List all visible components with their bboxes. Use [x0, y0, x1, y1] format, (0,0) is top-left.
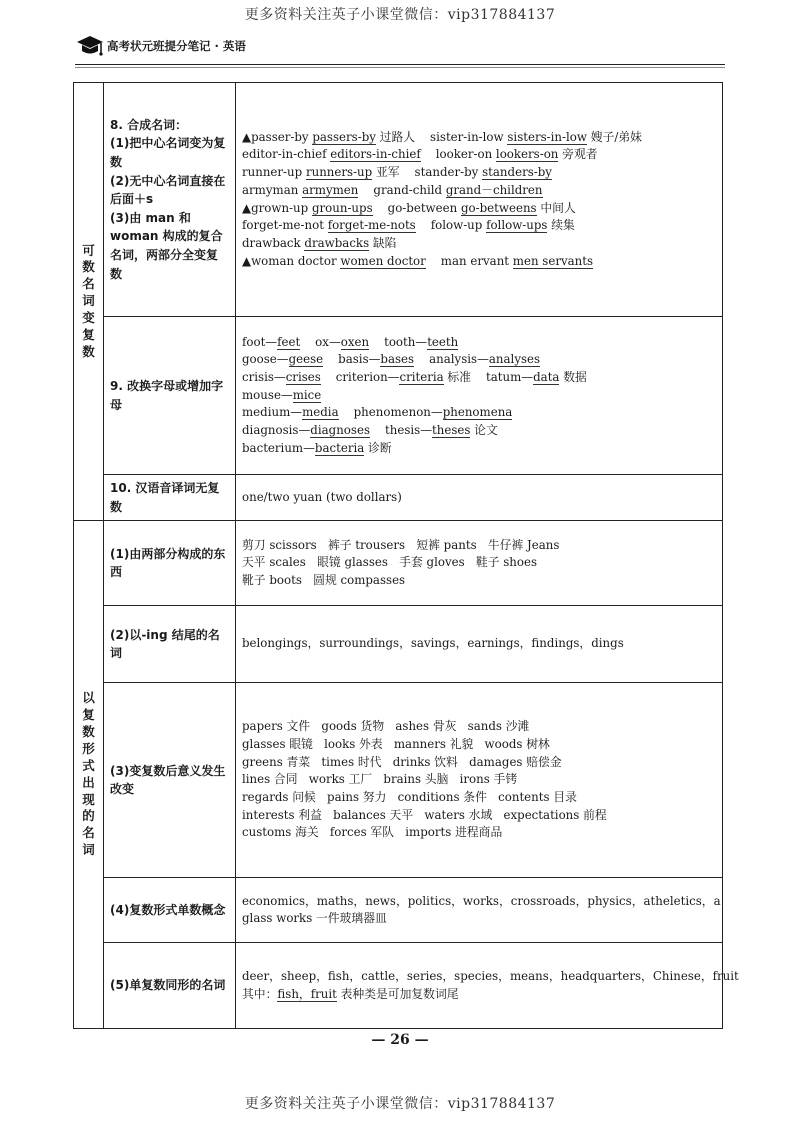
example-text: bacterium—	[242, 440, 315, 455]
example-line	[242, 182, 716, 200]
text-line: 现	[82, 791, 95, 807]
form-1-label: (1)由两部分构成的东西	[104, 521, 236, 606]
form-2-label: (2)以-ing 结尾的名词	[104, 606, 236, 683]
table-row-form-2	[74, 606, 723, 683]
underlined-plural: theses	[432, 423, 471, 438]
rule-8-label	[104, 83, 236, 317]
text-line: 出	[82, 774, 95, 790]
example-text: goose—	[242, 352, 289, 367]
header-rule	[75, 64, 725, 65]
underlined-plural: women doctor	[340, 253, 426, 268]
example-text: 标准 tatum—	[443, 369, 534, 384]
text-line: 复	[82, 707, 95, 723]
example-line	[242, 893, 721, 911]
example-text: 过路人 sister-in-low	[375, 129, 508, 144]
example-text: ▲passer-by	[242, 129, 313, 144]
form-5-examples	[236, 943, 739, 1029]
table-row-form-4	[74, 878, 723, 943]
example-line	[242, 910, 716, 928]
example-line	[242, 986, 716, 1004]
underlined-plural: feet	[277, 334, 301, 349]
example-line	[242, 754, 716, 772]
underlined-plural: analyses	[488, 352, 541, 367]
example-text: man ervant	[425, 253, 513, 268]
example-line	[242, 554, 716, 572]
example-line	[242, 572, 716, 590]
table-row-rule-10	[74, 475, 723, 521]
form-1-examples	[236, 521, 723, 606]
underlined-plural: runners-up	[305, 165, 373, 180]
example-text: lines 合同 works 工厂 brains 头脑 irons 手铐	[242, 772, 518, 787]
underlined-plural: oxen	[340, 334, 370, 349]
plural-rules-table	[73, 82, 739, 1029]
example-line	[242, 200, 716, 218]
table-row-form-1	[74, 521, 723, 606]
example-text: looker-on	[420, 147, 496, 162]
form-4-examples	[236, 878, 723, 943]
underlined-plural: armymen	[302, 182, 359, 197]
example-text: runner-up	[242, 165, 306, 180]
underlined-plural: drawbacks	[304, 235, 370, 250]
example-line	[242, 736, 716, 754]
example-text: ▲grown-up	[242, 200, 312, 215]
example-text: papers 文件 goods 货物 ashes 骨灰 sands 沙滩	[242, 719, 530, 734]
example-text: ▲woman doctor	[242, 253, 341, 268]
text-line: 的	[82, 808, 95, 824]
page-number: — 26 —	[371, 1032, 429, 1048]
underlined-plural: follow-ups	[486, 218, 548, 233]
text-line: 可	[82, 242, 95, 258]
example-text: belongings，surroundings，savings，earnings，findings，dings	[242, 636, 624, 651]
example-text: go-between	[372, 200, 461, 215]
example-text: deer，sheep，fish，cattle，series，species，means，headquarters，Chinese，fruit	[242, 969, 739, 983]
watermark-bottom: 更多资料关注英子小课堂微信：vip317884137	[244, 1096, 556, 1112]
text-line: 词	[82, 293, 95, 309]
example-text: criterion—	[320, 369, 400, 384]
example-text: armyman	[242, 182, 303, 197]
example-text: economics，maths，news，politics，works，crossroads，physics，atheletics，a	[242, 893, 721, 908]
form-2-examples	[236, 606, 723, 683]
example-text: greens 青菜 times 时代 drinks 饮料 damages 赔偿金	[242, 754, 562, 769]
example-text: 亚军 stander-by	[372, 165, 483, 180]
underlined-plural: media	[302, 405, 339, 420]
example-line	[242, 404, 716, 422]
rule-8-lines	[110, 116, 229, 283]
underlined-plural: data	[533, 369, 560, 384]
rule-10-examples	[236, 475, 723, 521]
example-text: editor-in-chief	[242, 147, 331, 162]
example-line	[242, 537, 716, 555]
table-row-form-3	[74, 683, 723, 878]
underlined-plural: geese	[288, 352, 324, 367]
example-text: 剪刀 scissors 裤子 trousers 短裤 pants 牛仔裤 Jeans	[242, 537, 560, 552]
example-text: 嫂子/弟妹	[587, 129, 642, 144]
example-text: 其中：	[242, 986, 278, 1001]
example-text: tooth—	[369, 334, 428, 349]
example-text: diagnosis—	[242, 423, 311, 438]
form-3-label: (3)变复数后意义发生改变	[104, 683, 236, 878]
underlined-plural: go-betweens	[460, 200, 537, 215]
underlined-plural: fish，fruit	[277, 986, 337, 1001]
underlined-plural: phenomena	[442, 405, 513, 420]
table-row-rule-8	[74, 83, 723, 317]
example-text: 续集	[547, 218, 575, 233]
underlined-plural: bases	[380, 352, 415, 367]
text-line: (1)把中心名词变为复数	[110, 136, 226, 170]
example-text: customs 海关 forces 军队 imports 进程商品	[242, 825, 503, 840]
example-text: grand-child	[358, 182, 446, 197]
example-line	[242, 789, 716, 807]
example-text: 数据	[559, 369, 587, 384]
example-line	[242, 718, 716, 736]
watermark-top: 更多资料关注英子小课堂微信：vip317884137	[244, 7, 556, 23]
example-text: forget-me-not	[242, 218, 328, 233]
text-line: 数	[82, 343, 95, 359]
underlined-plural: mice	[292, 387, 322, 402]
table-row-form-5	[74, 943, 723, 1029]
example-line	[242, 369, 716, 387]
form-3-examples	[236, 683, 723, 878]
underlined-plural: grand－children	[445, 182, 543, 197]
example-text: 中间人	[536, 200, 576, 215]
text-line: (3)由 man 和 woman 构成的复合名词，两部分全变复数	[110, 210, 223, 281]
category-label	[80, 243, 97, 361]
example-line	[242, 968, 739, 986]
example-text: one/two yuan (two dollars)	[242, 489, 402, 504]
underlined-plural: crises	[285, 369, 321, 384]
example-line	[242, 217, 716, 235]
example-line	[242, 489, 716, 507]
example-text: mouse—	[242, 387, 293, 402]
text-line: 以	[82, 690, 95, 706]
header-title: 高考状元班提分笔记 · 英语	[107, 39, 246, 53]
category-label	[80, 690, 97, 859]
example-line	[242, 253, 716, 271]
table-row-rule-9	[74, 317, 723, 475]
example-text: drawback	[242, 235, 305, 250]
header-rule-thin	[75, 67, 725, 68]
example-line	[242, 146, 716, 164]
example-line	[242, 422, 716, 440]
example-text: basis—	[323, 352, 381, 367]
text-line: (2)无中心名词直接在后面＋s	[110, 173, 226, 207]
underlined-plural: sisters-in-low	[507, 129, 587, 144]
example-line	[242, 824, 716, 842]
category-plural-change	[74, 83, 104, 521]
example-text: folow-up	[415, 218, 487, 233]
example-text: medium—	[242, 405, 303, 420]
example-line	[242, 387, 716, 405]
example-text: 天平 scales 眼镜 glasses 手套 gloves 鞋子 shoes	[242, 555, 538, 570]
example-text: ox—	[300, 334, 341, 349]
example-text: glass works 一件玻璃器皿	[242, 911, 387, 926]
text-line: 数	[82, 259, 95, 275]
example-text: 表种类是可加复数词尾	[336, 986, 459, 1001]
rule-9-examples	[236, 317, 723, 475]
example-line	[242, 635, 716, 653]
underlined-plural: passers-by	[312, 129, 376, 144]
underlined-plural: teeth	[427, 334, 459, 349]
example-line	[242, 807, 716, 825]
text-line: 形	[82, 740, 95, 756]
text-line: 复	[82, 326, 95, 342]
rule-8-examples	[236, 83, 723, 317]
graduation-cap-icon	[75, 30, 105, 60]
example-text: crisis—	[242, 369, 286, 384]
example-text: 旁观者	[558, 147, 598, 162]
rule-10-label: 10. 汉语音译词无复数	[104, 475, 236, 521]
form-5-label: (5)单复数同形的名词	[104, 943, 236, 1029]
example-text: 缺陷	[369, 235, 397, 250]
text-line: 式	[82, 757, 95, 773]
example-line	[242, 235, 716, 253]
category-plural-form	[74, 521, 104, 1029]
example-text: regards 问候 pains 努力 conditions 条件 contents 目录	[242, 790, 577, 805]
example-line	[242, 771, 716, 789]
underlined-plural: forget-me-nots	[327, 218, 416, 233]
text-line: 词	[82, 842, 95, 858]
example-line	[242, 334, 716, 352]
example-line	[242, 129, 716, 147]
underlined-plural: men servants	[512, 253, 594, 268]
underlined-plural: groun-ups	[311, 200, 373, 215]
text-line: 名	[82, 276, 95, 292]
form-4-label: (4)复数形式单数概念	[104, 878, 236, 943]
example-text: 靴子 boots 圆规 compasses	[242, 573, 406, 588]
underlined-plural: diagnoses	[310, 423, 370, 438]
example-text: glasses 眼镜 looks 外表 manners 礼貌 woods 树林	[242, 736, 550, 751]
text-line: 变	[82, 310, 95, 326]
example-line	[242, 164, 716, 182]
underlined-plural: criteria	[399, 369, 444, 384]
example-text: thesis—	[370, 423, 432, 438]
underlined-plural: standers-by	[482, 165, 552, 180]
text-line: 数	[82, 724, 95, 740]
example-text: foot—	[242, 334, 278, 349]
text-line: 8. 合成名词：	[110, 117, 188, 132]
example-text: 诊断	[364, 440, 392, 455]
example-line	[242, 351, 716, 369]
underlined-plural: bacteria	[314, 440, 365, 455]
example-text: interests 利益 balances 天平 waters 水域 expectations 前程	[242, 807, 607, 822]
example-line	[242, 440, 716, 458]
running-header	[75, 28, 725, 64]
example-text: analysis—	[414, 352, 489, 367]
underlined-plural: lookers-on	[495, 147, 559, 162]
underlined-plural: editors-in-chief	[330, 147, 421, 162]
text-line: 名	[82, 825, 95, 841]
rule-9-label: 9. 改换字母或增加字母	[104, 317, 236, 475]
example-text: 论文	[470, 423, 498, 438]
example-text: phenomenon—	[338, 405, 443, 420]
